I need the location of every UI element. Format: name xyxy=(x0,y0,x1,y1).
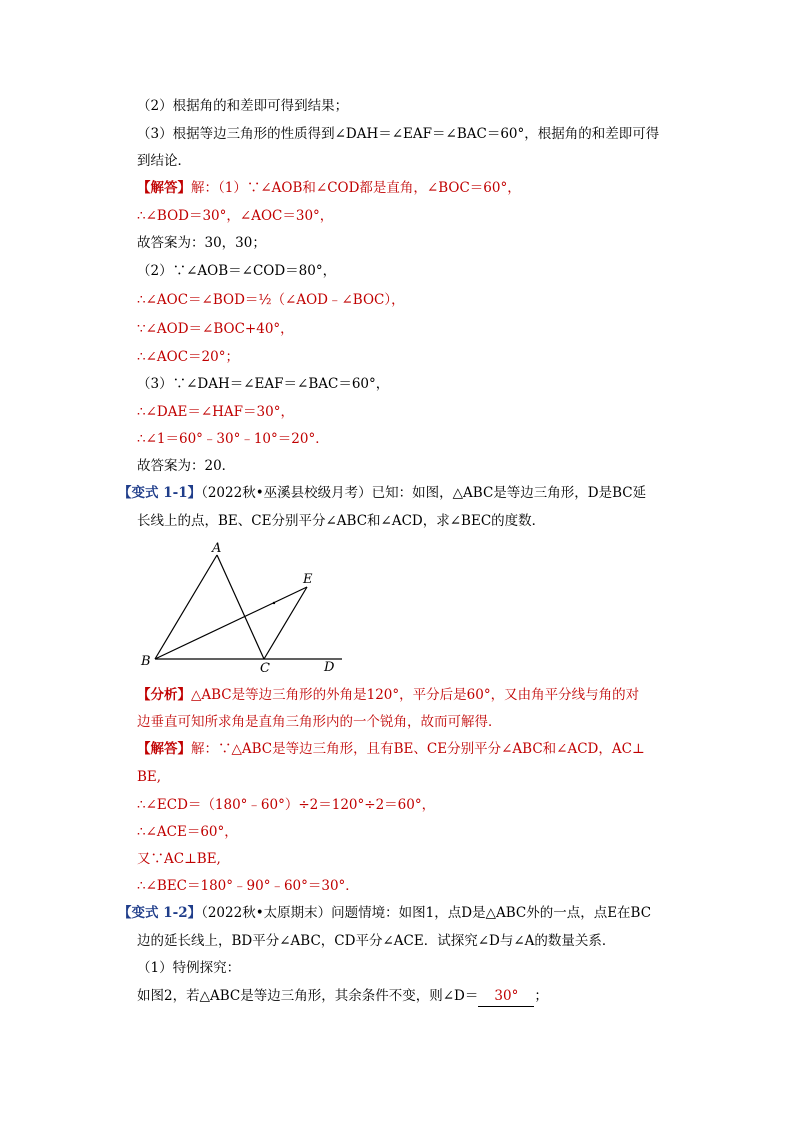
analysis-line-1 xyxy=(137,685,639,705)
solution-2-line-6: ∴∠BEC＝180°﹣90°﹣60°＝30°． xyxy=(137,878,359,894)
question-text: 如图2，若△ABC是等边三角形，其余条件不变，则∠D＝ xyxy=(137,988,479,1004)
solution-2-line-2: BE, xyxy=(137,769,162,785)
text-line-14: 故答案为：20． xyxy=(137,458,236,474)
solution-2-text: 解：∵△ABC是等边三角形，且有BE、CE分别平分∠ABC和∠ACD，AC⊥ xyxy=(191,741,645,757)
label-c: C xyxy=(260,661,270,676)
triangle-figure xyxy=(135,538,355,678)
text-line-13: ∴∠1＝60°﹣30°﹣10°＝20°． xyxy=(137,431,329,447)
text-line-11: （3）∵∠DAH＝∠EAF＝∠BAC＝60°， xyxy=(137,376,390,392)
text-line-5: ∴∠BOD＝30°，∠AOC＝30°， xyxy=(137,208,334,224)
text-line-8: ∴∠AOC＝∠BOD＝½（∠AOD﹣∠BOC）， xyxy=(137,292,405,308)
question-end: ； xyxy=(534,988,548,1004)
text-line-1: （2）根据角的和差即可得到结果； xyxy=(137,98,349,114)
variant-1-2-line-4 xyxy=(137,986,548,1007)
text-line-2: （3）根据等边三角形的性质得到∠DAH＝∠EAF＝∠BAC＝60°，根据角的和差即可得 xyxy=(137,126,660,142)
intersection-dot xyxy=(273,602,275,604)
answer-tag: 【解答】 xyxy=(137,180,191,196)
line-ac xyxy=(217,555,264,659)
line-ba xyxy=(155,555,217,659)
text-line-9: ∵∠AOD＝∠BOC+40°， xyxy=(137,321,294,337)
solution-2-line-5: 又∵AC⊥BE, xyxy=(137,851,221,867)
text-line-3: 到结论． xyxy=(137,153,191,169)
analysis-text: △ABC是等边三角形的外角是120°，平分后是60°，又由角平分线与角的对 xyxy=(191,687,640,703)
text-line-7: （2）∵∠AOB＝∠COD＝80°， xyxy=(137,263,337,279)
solution-2-line-4: ∴∠ACE＝60°， xyxy=(137,824,238,840)
solution-2-line-1 xyxy=(137,739,645,759)
answer-blank: 30° xyxy=(478,986,534,1007)
label-e: E xyxy=(303,572,313,587)
label-d: D xyxy=(324,660,335,675)
solution-2-line-3: ∴∠ECD＝（180°﹣60°）÷2＝120°÷2＝60°， xyxy=(137,797,436,813)
label-a: A xyxy=(212,541,222,556)
variant-1-2-line-2: 边的延长线上，BD平分∠ABC，CD平分∠ACE．试探究∠D与∠A的数量关系． xyxy=(137,933,616,949)
variant-1-2-line-3: （1）特例探究： xyxy=(137,960,241,976)
solution-2-tag: 【解答】 xyxy=(137,741,191,757)
text-line-12: ∴∠DAE＝∠HAF＝30°， xyxy=(137,404,294,420)
line-be xyxy=(155,587,307,659)
label-b: B xyxy=(141,654,151,669)
variant-1-2-text: （2022秋•太原期末）问题情境：如图1，点D是△ABC外的一点，点E在BC xyxy=(201,905,652,921)
analysis-tag: 【分析】 xyxy=(137,687,191,703)
variant-1-1-text: （2022秋•巫溪县校级月考）已知：如图，△ABC是等边三角形，D是BC延 xyxy=(201,485,647,501)
variant-1-1-line-1 xyxy=(118,483,646,503)
variant-1-2-tag: 【变式 1-2】 xyxy=(118,905,202,921)
analysis-line-2: 边垂直可知所求角是直角三角形内的一个锐角，故而可解得． xyxy=(137,714,502,730)
variant-1-1-line-2: 长线上的点，BE、CE分别平分∠ABC和∠ACD，求∠BEC的度数． xyxy=(137,513,546,529)
variant-1-1-tag: 【变式 1-1】 xyxy=(118,485,202,501)
text-line-10: ∴∠AOC＝20°； xyxy=(137,349,239,365)
variant-1-2-line-1 xyxy=(118,903,651,923)
answer-heading-line xyxy=(137,178,521,198)
answer-text: 解：（1）∵∠AOB和∠COD都是直角，∠BOC＝60°， xyxy=(191,180,521,196)
text-line-6: 故答案为：30，30； xyxy=(137,235,266,251)
